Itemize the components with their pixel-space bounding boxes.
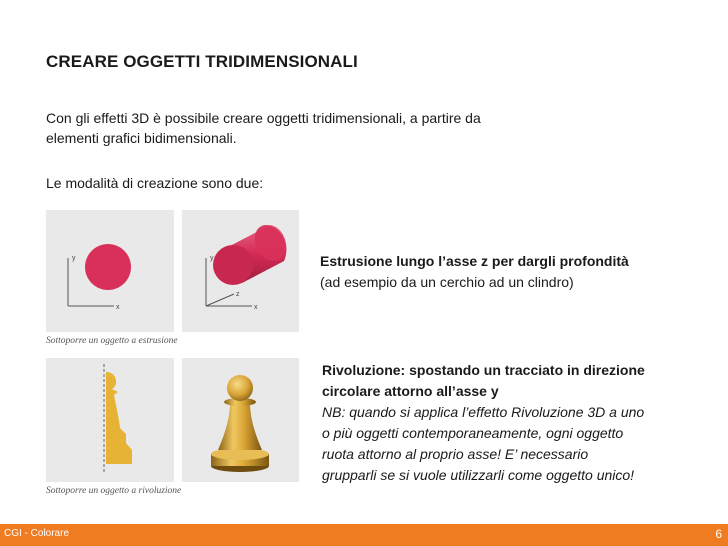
pink-circle xyxy=(85,244,131,290)
pawn-3d-illustration xyxy=(182,358,299,482)
revolution-description xyxy=(322,360,717,486)
revolution-heading-line-1: Rivoluzione: spostando un tracciato in direzione xyxy=(322,362,645,378)
cylinder-face xyxy=(213,245,253,285)
revolution-note-line-4: grupparli se si vuole utilizzarli come oggetto unico! xyxy=(322,467,635,483)
page-number: 6 xyxy=(715,527,722,541)
footer-course-label: CGI - Colorare xyxy=(4,528,70,539)
modes-text: Le modalità di creazione sono due: xyxy=(46,175,264,191)
y-axis-label: y xyxy=(210,255,214,262)
revolution-note-line-2: o più oggetti contemporaneamente, ogni oggetto xyxy=(322,425,624,441)
circle-2d-figure xyxy=(46,210,174,332)
revolution-note-line-1: NB: quando si applica l’effetto Rivoluzione 3D a uno xyxy=(322,404,645,420)
caption-revolution: Sottoporre un oggetto a rivoluzione xyxy=(46,486,182,496)
intro-line-2: elementi grafici bidimensionali. xyxy=(46,130,237,146)
pawn-profile-figure xyxy=(46,358,174,482)
caption-extrusion: Sottoporre un oggetto a estrusione xyxy=(46,336,178,346)
revolution-note-line-3: ruota attorno al proprio asse! E’ necessario xyxy=(322,446,589,462)
circle-2d-illustration xyxy=(46,210,174,332)
slide-title: CREARE OGGETTI TRIDIMENSIONALI xyxy=(46,52,358,71)
extrusion-heading: Estrusione lungo l’asse z per dargli profondità xyxy=(320,253,629,269)
x-axis-label: x xyxy=(116,304,120,311)
intro-text xyxy=(46,108,606,148)
pawn-3d-figure xyxy=(182,358,299,482)
intro-line-1: Con gli effetti 3D è possibile creare oggetti tridimensionali, a partire da xyxy=(46,110,481,126)
extrusion-description xyxy=(320,251,710,293)
z-axis-label: z xyxy=(236,291,240,298)
y-axis-label: y xyxy=(72,255,76,262)
pawn-body xyxy=(218,402,262,450)
extrusion-example: (ad esempio da un cerchio ad un clindro) xyxy=(320,274,574,290)
cylinder-illustration xyxy=(182,210,299,332)
pawn-half-profile xyxy=(106,372,132,464)
cylinder-3d-figure xyxy=(182,210,299,332)
x-axis-label: x xyxy=(254,304,258,311)
footer-bar xyxy=(0,524,728,546)
pawn-head xyxy=(227,375,253,401)
pawn-profile-illustration xyxy=(46,358,174,482)
revolution-heading-line-2: circolare attorno all’asse y xyxy=(322,383,499,399)
